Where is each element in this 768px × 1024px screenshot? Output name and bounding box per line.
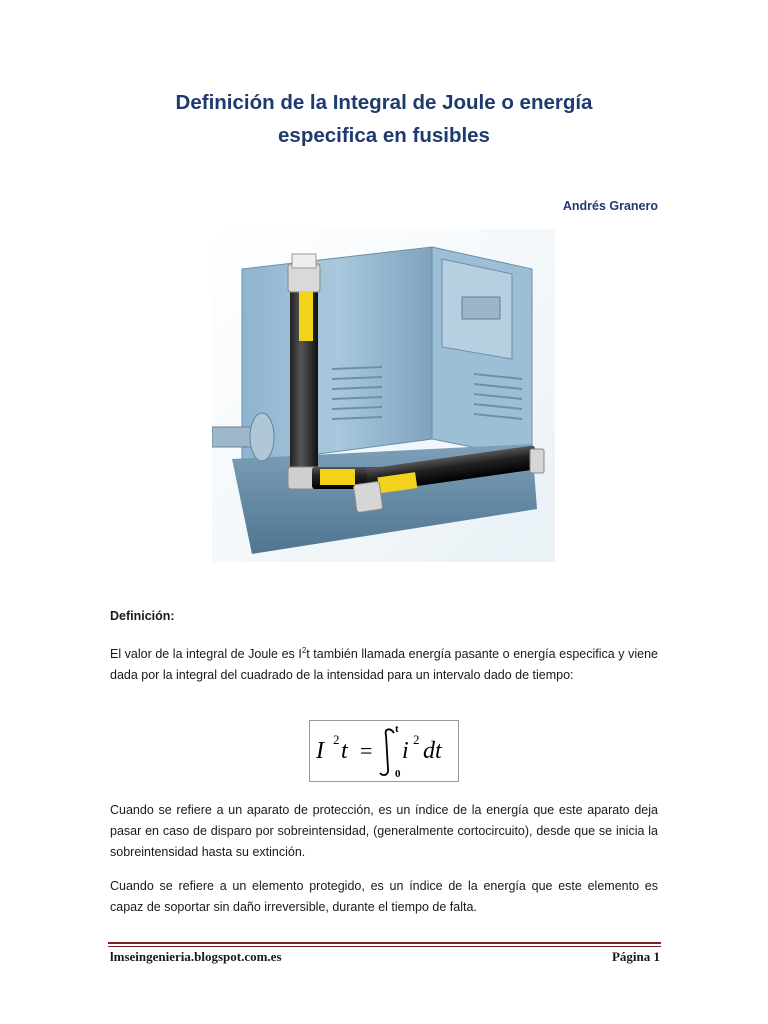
paragraph-protection-device: Cuando se refiere a un aparato de protección, es un índice de la energía que este aparato deja pasar en caso de disparo por sobreintensidad, (generalmente cortocircuito), desde que se inicia la sobreintensidad hasta su extinción. xyxy=(110,803,658,859)
footer-page-number: Página 1 xyxy=(611,949,660,964)
title-line-2: especifica en fusibles xyxy=(278,124,490,147)
para1-text-a: El valor de la integral de Joule es I xyxy=(110,647,302,662)
formula-i: i xyxy=(402,738,409,764)
section-heading-definicion: Definición: xyxy=(110,609,175,623)
fuses-motor-photo xyxy=(212,229,555,562)
document-title xyxy=(100,86,668,152)
formula-t: t xyxy=(341,738,348,764)
formula-integral-sign xyxy=(380,729,394,775)
formula-exp-1: 2 xyxy=(333,732,340,747)
footer-blog-url: lmseingenieria.blogspot.com.es xyxy=(110,949,282,964)
paragraph-definition xyxy=(110,640,658,686)
formula-lower-limit: 0 xyxy=(395,768,401,780)
formula-upper-limit: t xyxy=(395,723,399,735)
formula-equals: = xyxy=(360,738,373,763)
formula-I: I xyxy=(316,738,324,764)
formula-exp-2: 2 xyxy=(413,732,420,747)
para1-superscript: 2 xyxy=(301,646,307,655)
joule-integral-formula xyxy=(309,720,459,782)
author-name: Andrés Granero xyxy=(562,199,658,213)
para1-text-b: t también llamada energía pasante o energía especifica y viene dada por la integral del cuadrado de la intensidad para un intervalo dado de tiempo: xyxy=(110,647,658,683)
formula-dt: dt xyxy=(423,738,442,764)
title-line-1: Definición de la Integral de Joule o energía xyxy=(175,91,593,114)
footer-rule-thick xyxy=(108,942,661,944)
paragraph-protected-element: Cuando se refiere a un elemento protegido, es un índice de la energía que este elemento es capaz de soportar sin daño irreversible, durante el tiempo de falta. xyxy=(110,879,658,914)
footer-rule-thin xyxy=(108,946,661,947)
